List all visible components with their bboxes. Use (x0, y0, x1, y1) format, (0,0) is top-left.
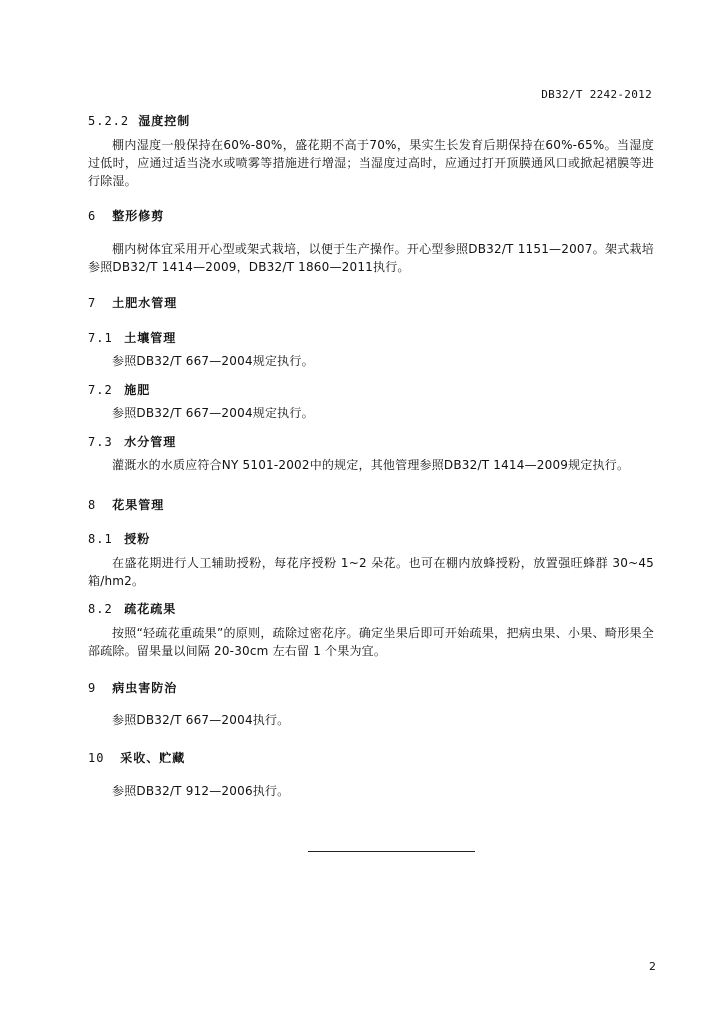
section-heading-7-3 (88, 433, 176, 450)
section-number: 8.2 (88, 602, 113, 616)
section-body-8-1: 在盛花期进行人工辅助授粉，每花序授粉 1~2 朵花。也可在棚内放蜂授粉，放置强旺蜂群 30~45箱/hm2。 (88, 556, 654, 588)
section-number: 9 (88, 681, 97, 695)
section-heading-8-2 (88, 600, 176, 617)
section-title: 整形修剪 (112, 209, 165, 223)
section-title: 水分管理 (124, 435, 177, 449)
section-heading-6 (88, 207, 164, 224)
section-body-9: 参照DB32/T 667—2004执行。 (112, 713, 290, 727)
section-heading-7-2 (88, 381, 150, 398)
section-body-7-1: 参照DB32/T 667—2004规定执行。 (112, 354, 314, 368)
section-heading-7-1 (88, 329, 176, 346)
section-title: 施肥 (124, 383, 151, 397)
section-title: 花果管理 (112, 498, 165, 512)
section-title: 授粉 (124, 532, 151, 546)
section-heading-8 (88, 496, 164, 513)
section-title: 土壤管理 (124, 331, 177, 345)
section-number: 8.1 (88, 532, 113, 546)
section-body-7-3: 灌溉水的水质应符合NY 5101-2002中的规定，其他管理参照DB32/T 1414—2009规定执行。 (112, 458, 630, 472)
section-number: 7.3 (88, 435, 113, 449)
section-title: 疏花疏果 (124, 602, 177, 616)
section-body-7-2: 参照DB32/T 667—2004规定执行。 (112, 406, 314, 420)
section-number: 8 (88, 498, 97, 512)
section-title: 土肥水管理 (112, 296, 178, 310)
section-heading-10 (88, 749, 185, 766)
section-title: 采收、贮藏 (120, 751, 186, 765)
section-title: 病虫害防治 (112, 681, 178, 695)
standard-code-header: DB32/T 2242-2012 (541, 88, 652, 101)
section-heading-8-1 (88, 530, 150, 547)
section-body-6: 棚内树体宜采用开心型或架式栽培，以便于生产操作。开心型参照DB32/T 1151—2007。架式栽培参照DB32/T 1414—2009，DB32/T 1860—2011执行。 (88, 242, 654, 274)
page-number: 2 (649, 960, 656, 973)
section-number: 6 (88, 209, 97, 223)
section-heading-7 (88, 294, 177, 311)
section-number: 7 (88, 296, 97, 310)
section-body-8-2: 按照“轻疏花重疏果”的原则，疏除过密花序。确定坐果后即可开始疏果，把病虫果、小果、畸形果全部疏除。留果量以间隔 20-30cm 左右留 1 个果为宜。 (88, 626, 654, 658)
section-number: 5.2.2 (88, 114, 130, 128)
section-number: 7.2 (88, 383, 113, 397)
section-heading-5-2-2 (88, 112, 190, 129)
section-number: 7.1 (88, 331, 113, 345)
section-title: 湿度控制 (138, 114, 191, 128)
section-heading-9 (88, 679, 177, 696)
end-of-document-rule (308, 851, 475, 852)
section-number: 10 (88, 751, 105, 765)
section-body-5-2-2: 棚内湿度一般保持在60%-80%，盛花期不高于70%，果实生长发育后期保持在60%-65%。当湿度过低时，应通过适当浇水或喷雾等措施进行增湿；当湿度过高时，应通过打开顶膜通风口或掀起裙膜等进行除湿。 (88, 138, 654, 188)
section-body-10: 参照DB32/T 912—2006执行。 (112, 784, 290, 798)
